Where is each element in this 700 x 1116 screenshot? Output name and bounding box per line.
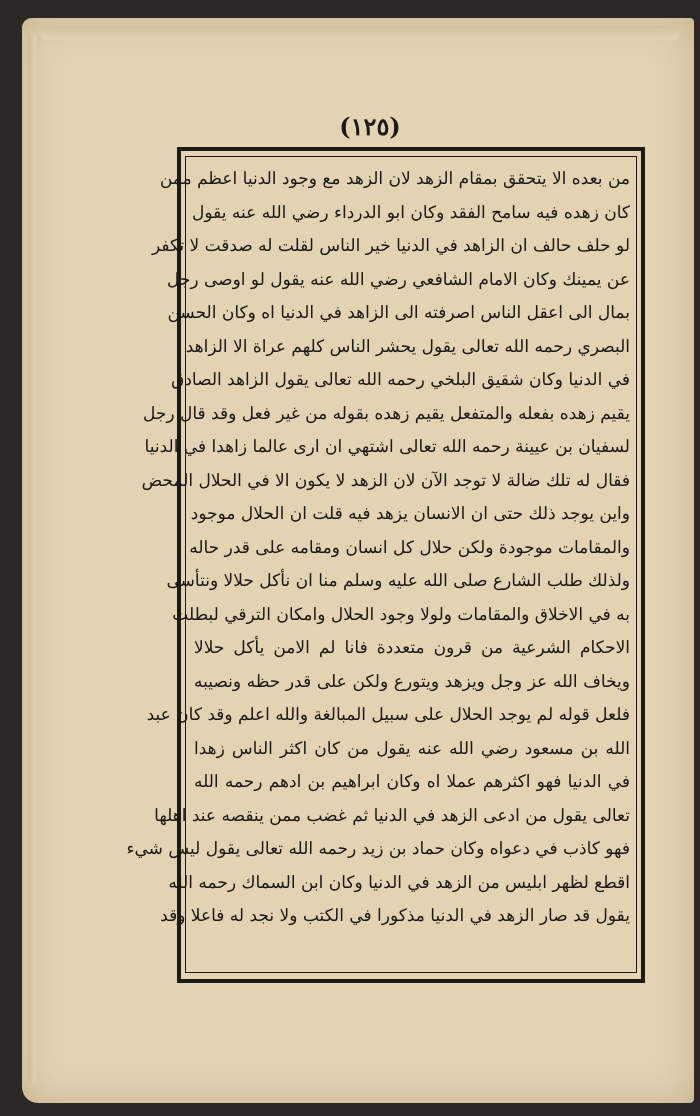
- text-line: لو حلف حالف ان الزاهد في الدنيا خير الناس لقلت له صدقت لا تكفر: [151, 236, 630, 256]
- text-line: فقال له تلك ضالة لا توجد الآن لان الزهد لا يكون الا في الحلال المحض: [141, 470, 630, 491]
- text-line: فهو كاذب في دعواه وكان حماد بن زيد رحمه الله تعالى يقول ليس شيء: [126, 839, 630, 859]
- text-line: عن يمينك وكان الامام الشافعي رضي الله عنه يقول لو اوصى رجل: [166, 269, 630, 290]
- text-line: بمال الى اعقل الناس اصرفته الى الزاهد في الدنيا اه وكان الحسن: [167, 303, 630, 323]
- text-line: ولذلك طلب الشارع صلى الله عليه وسلم منا ان نأكل حلالا ونتأسى: [166, 571, 630, 591]
- text-line: ويخاف الله عز وجل ويزهد ويتورع ولكن على قدر حظه ونصيبه: [194, 671, 630, 692]
- page-number: (١٢٥): [339, 112, 401, 141]
- text-line: من بعده الا يتحقق بمقام الزهد لان الزهد مع وجود الدنيا اعظم ممن: [159, 169, 630, 189]
- text-line: به في الاخلاق والمقامات ولولا وجود الحلال وامكان الترقي لبطلت: [172, 604, 630, 625]
- text-line: فلعل قوله لم يوجد الحلال على سبيل المبالغة والله اعلم وقد كان عبد: [146, 705, 630, 725]
- text-line: لسفيان بن عيينة رحمه الله تعالى اشتهي ان ارى عالما زاهدا في الدنيا: [144, 437, 630, 457]
- text-line: الاحكام الشرعية من قرون متعددة فانا لم الامن يأكل حلالا: [194, 638, 630, 658]
- text-line: كان زهده فيه سامح الفقد وكان ابو الدرداء رضي الله عنه يقول: [192, 202, 630, 223]
- text-line: تعالى يقول من ادعى الزهد في الدنيا ثم غضب ممن ينقصه عند اهلها: [154, 805, 630, 826]
- text-line: اقطع لظهر ابليس من الزهد في الدنيا وكان ابن السماك رحمه الله: [168, 872, 630, 893]
- text-line: الله بن مسعود رضي الله عنه يقول من كان اكثر الناس زهدا: [194, 738, 630, 759]
- text-line: واين يوجد ذلك حتى ان الانسان يزهد فيه قلت ان الحلال موجود: [190, 504, 630, 524]
- text-line: والمقامات موجودة ولكن حلال كل انسان ومقامه على قدر حاله: [189, 537, 630, 558]
- text-line: في الدنيا وكان شقيق البلخي رحمه الله تعالى يقول الزاهد الصادق: [171, 370, 630, 390]
- text-line: البصري رحمه الله تعالى يقول يحشر الناس كلهم عراة الا الزاهد: [185, 336, 630, 357]
- page-top-fold: [40, 26, 680, 40]
- page-binding-edge: [28, 34, 36, 1084]
- text-line: في الدنيا فهو اكثرهم عملا اه وكان ابراهيم بن ادهم رحمه الله: [194, 772, 630, 792]
- text-line: يقيم زهده بفعله والمتفعل يقيم زهده بقوله من غير فعل وقد قال رجل: [143, 403, 630, 424]
- arabic-text-block: [126, 163, 634, 968]
- text-line: يقول قد صار الزهد في الدنيا مذكورا في الكتب ولا نجد له فاعلا وقد: [160, 906, 630, 926]
